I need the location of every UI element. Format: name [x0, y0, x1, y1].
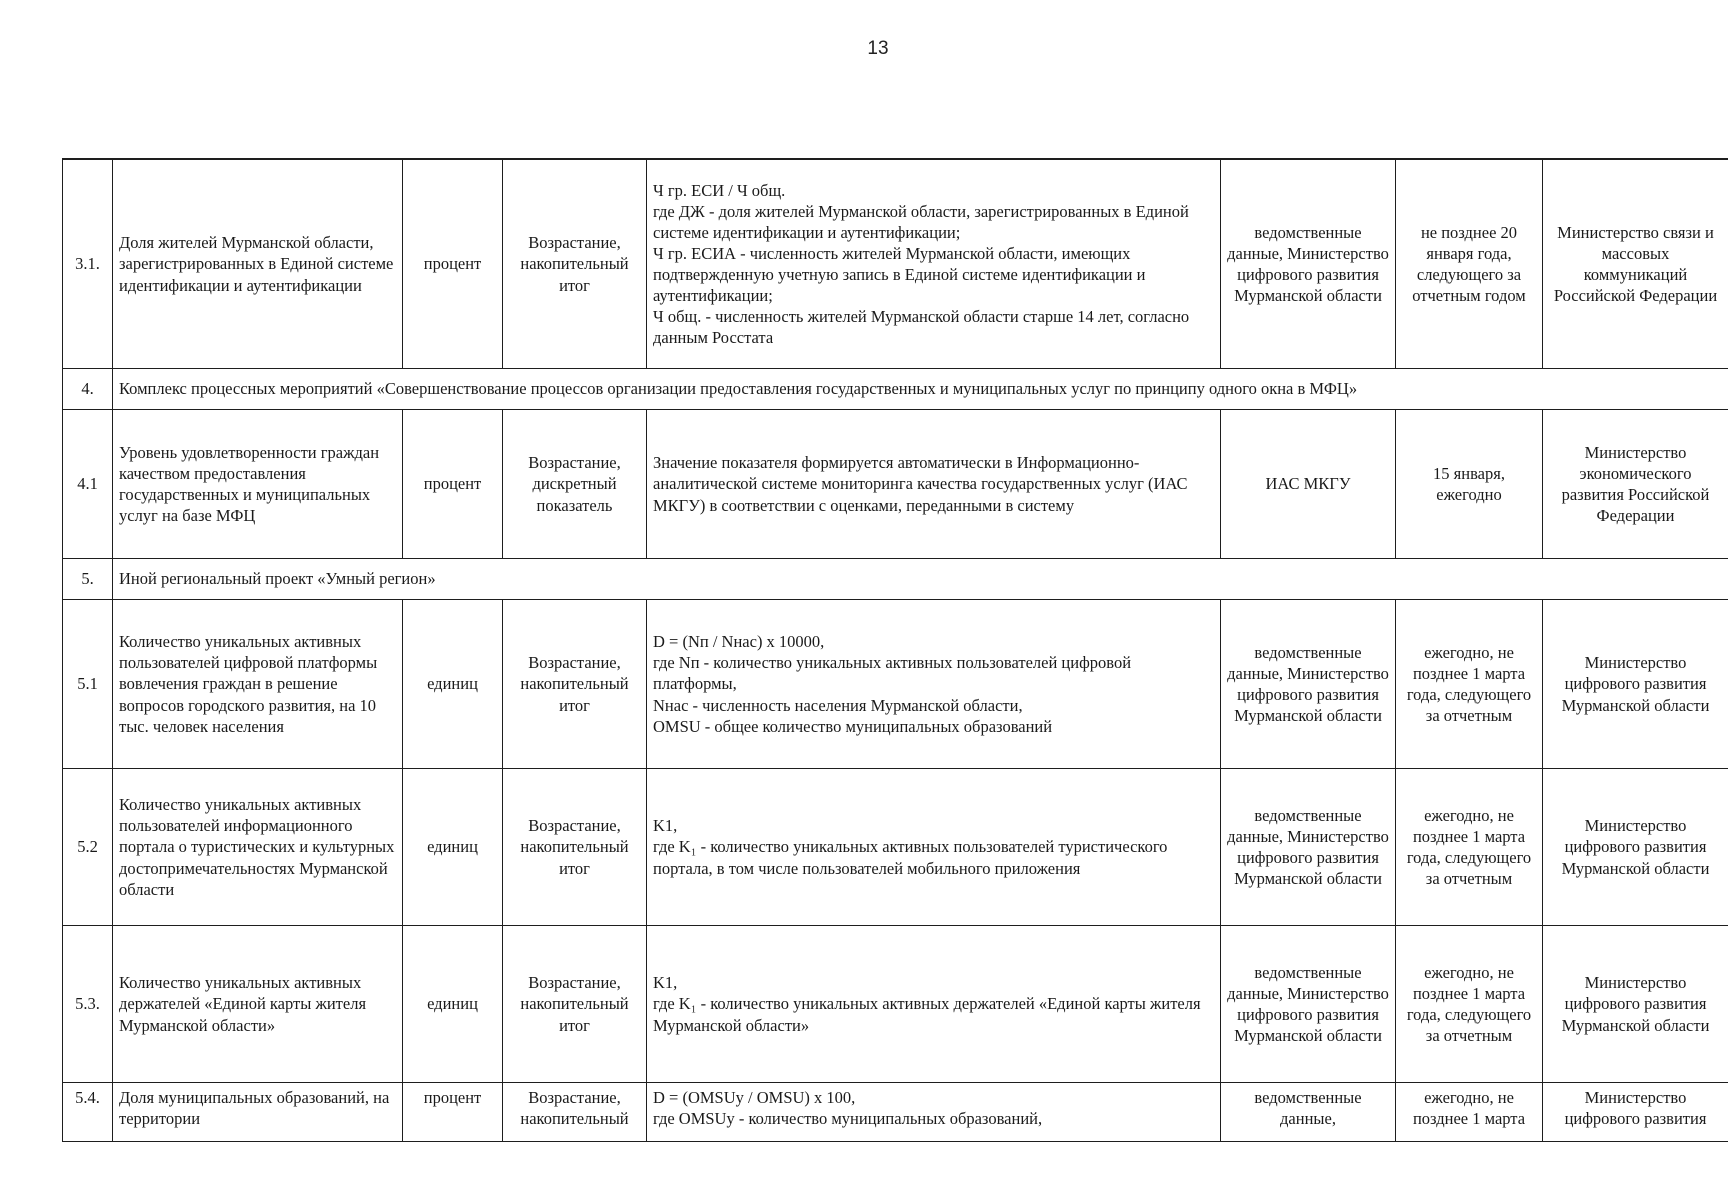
data-source: ведомственные данные,	[1221, 1083, 1396, 1142]
section-number: 5.	[63, 559, 113, 600]
responsible-body: Министерство цифрового развития Мурманской области	[1543, 769, 1728, 926]
unit-of-measure: процент	[403, 410, 503, 559]
table-row	[63, 926, 1728, 1083]
calculation-method	[647, 769, 1221, 926]
data-source: ведомственные данные, Министерство цифрового развития Мурманской области	[1221, 600, 1396, 769]
unit-of-measure: процент	[403, 1083, 503, 1142]
method-line: Ч гр. ЕСИА - численность жителей Мурманской области, имеющих подтвержденную учетную запись в Единой системе идентификации и аутентификации;	[653, 243, 1146, 306]
method-line: Значение показателя формируется автоматически в Информационно-аналитической системе мониторинга качества государственных услуг (ИАС МКГУ) в соответствии с оценками, переданными в систему	[653, 453, 1188, 515]
indicator-name: Доля муниципальных образований, на территории	[113, 1083, 403, 1142]
table-row	[63, 1083, 1728, 1142]
page-number: 13	[867, 38, 889, 59]
row-number: 5.2	[63, 769, 113, 926]
method-line: Ч гр. ЕСИ / Ч общ.	[653, 180, 786, 200]
unit-of-measure: единиц	[403, 926, 503, 1083]
method-line: где K₁ - количество уникальных активных держателей «Единой карты жителя Мурманской области»	[653, 994, 1201, 1035]
section-number: 4.	[63, 369, 113, 410]
method-line: OMSU - общее количество муниципальных образований	[653, 716, 1053, 736]
table-row	[63, 769, 1728, 926]
collection-date: ежегодно, не позднее 1 марта года, следующего за отчетным	[1396, 769, 1543, 926]
section-title: Иной региональный проект «Умный регион»	[113, 559, 1728, 600]
responsible-body: Министерство цифрового развития Мурманской области	[1543, 926, 1728, 1083]
table-row	[63, 159, 1728, 369]
indicator-name: Количество уникальных активных держателей «Единой карты жителя Мурманской области»	[113, 926, 403, 1083]
trend-type: Возрастание, дискретный показатель	[503, 410, 647, 559]
calculation-method	[647, 600, 1221, 769]
data-source: ведомственные данные, Министерство цифрового развития Мурманской области	[1221, 926, 1396, 1083]
unit-of-measure: единиц	[403, 600, 503, 769]
method-line: K1,	[653, 973, 678, 993]
indicator-name: Количество уникальных активных пользователей информационного портала о туристических и культурных достопримечательностях Мурманской области	[113, 769, 403, 926]
responsible-body: Министерство экономического развития Российской Федерации	[1543, 410, 1728, 559]
trend-type: Возрастание, накопительный итог	[503, 769, 647, 926]
method-line: где Nп - количество уникальных активных пользователей цифровой платформы,	[653, 653, 1132, 694]
responsible-body: Министерство цифрового развития Мурманской области	[1543, 600, 1728, 769]
method-line: K1,	[653, 816, 678, 836]
trend-type: Возрастание, накопительный	[503, 1083, 647, 1142]
trend-type: Возрастание, накопительный итог	[503, 159, 647, 369]
row-number: 5.1	[63, 600, 113, 769]
table-row	[63, 600, 1728, 769]
method-line: D = (Nп / Nнас) x 10000,	[653, 632, 825, 652]
calculation-method	[647, 410, 1221, 559]
method-line: где OMSUу - количество муниципальных образований,	[653, 1109, 1043, 1129]
method-line: D = (OMSUу / OMSU) x 100,	[653, 1088, 856, 1107]
collection-date: ежегодно, не позднее 1 марта года, следующего за отчетным	[1396, 600, 1543, 769]
row-number: 5.4.	[63, 1083, 113, 1142]
indicator-name: Уровень удовлетворенности граждан качеством предоставления государственных и муниципальных услуг на базе МФЦ	[113, 410, 403, 559]
section-row	[63, 559, 1728, 600]
method-line: где ДЖ - доля жителей Мурманской области, зарегистрированных в Единой системе идентификации и аутентификации;	[653, 201, 1189, 242]
collection-date: 15 января, ежегодно	[1396, 410, 1543, 559]
method-line: Nнас - численность населения Мурманской области,	[653, 695, 1023, 715]
row-number: 3.1.	[63, 159, 113, 369]
trend-type: Возрастание, накопительный итог	[503, 926, 647, 1083]
trend-type: Возрастание, накопительный итог	[503, 600, 647, 769]
data-source: ведомственные данные, Министерство цифрового развития Мурманской области	[1221, 159, 1396, 369]
calculation-method	[647, 1083, 1221, 1142]
data-source: ИАС МКГУ	[1221, 410, 1396, 559]
table-row	[63, 410, 1728, 559]
row-number: 5.3.	[63, 926, 113, 1083]
row-number: 4.1	[63, 410, 113, 559]
indicator-name: Доля жителей Мурманской области, зарегистрированных в Единой системе идентификации и аутентификации	[113, 159, 403, 369]
collection-date: ежегодно, не позднее 1 марта	[1396, 1083, 1543, 1142]
section-row	[63, 369, 1728, 410]
indicator-name: Количество уникальных активных пользователей цифровой платформы вовлечения граждан в решение вопросов городского развития, на 10 тыс. человек населения	[113, 600, 403, 769]
calculation-method	[647, 159, 1221, 369]
responsible-body: Министерство цифрового развития	[1543, 1083, 1728, 1142]
calculation-method	[647, 926, 1221, 1083]
responsible-body: Министерство связи и массовых коммуникаций Российской Федерации	[1543, 159, 1728, 369]
unit-of-measure: единиц	[403, 769, 503, 926]
collection-date: ежегодно, не позднее 1 марта года, следующего за отчетным	[1396, 926, 1543, 1083]
collection-date: не позднее 20 января года, следующего за отчетным годом	[1396, 159, 1543, 369]
indicators-table	[62, 158, 1728, 1142]
data-source: ведомственные данные, Министерство цифрового развития Мурманской области	[1221, 769, 1396, 926]
method-line: Ч общ. - численность жителей Мурманской области старше 14 лет, согласно данным Росстата	[653, 307, 1190, 348]
section-title: Комплекс процессных мероприятий «Совершенствование процессов организации предоставления государственных и муниципальных услуг по принципу одного окна в МФЦ»	[113, 369, 1728, 410]
method-line: где K₁ - количество уникальных активных пользователей туристического портала, в том числе пользователей мобильного приложения	[653, 837, 1168, 878]
unit-of-measure: процент	[403, 159, 503, 369]
